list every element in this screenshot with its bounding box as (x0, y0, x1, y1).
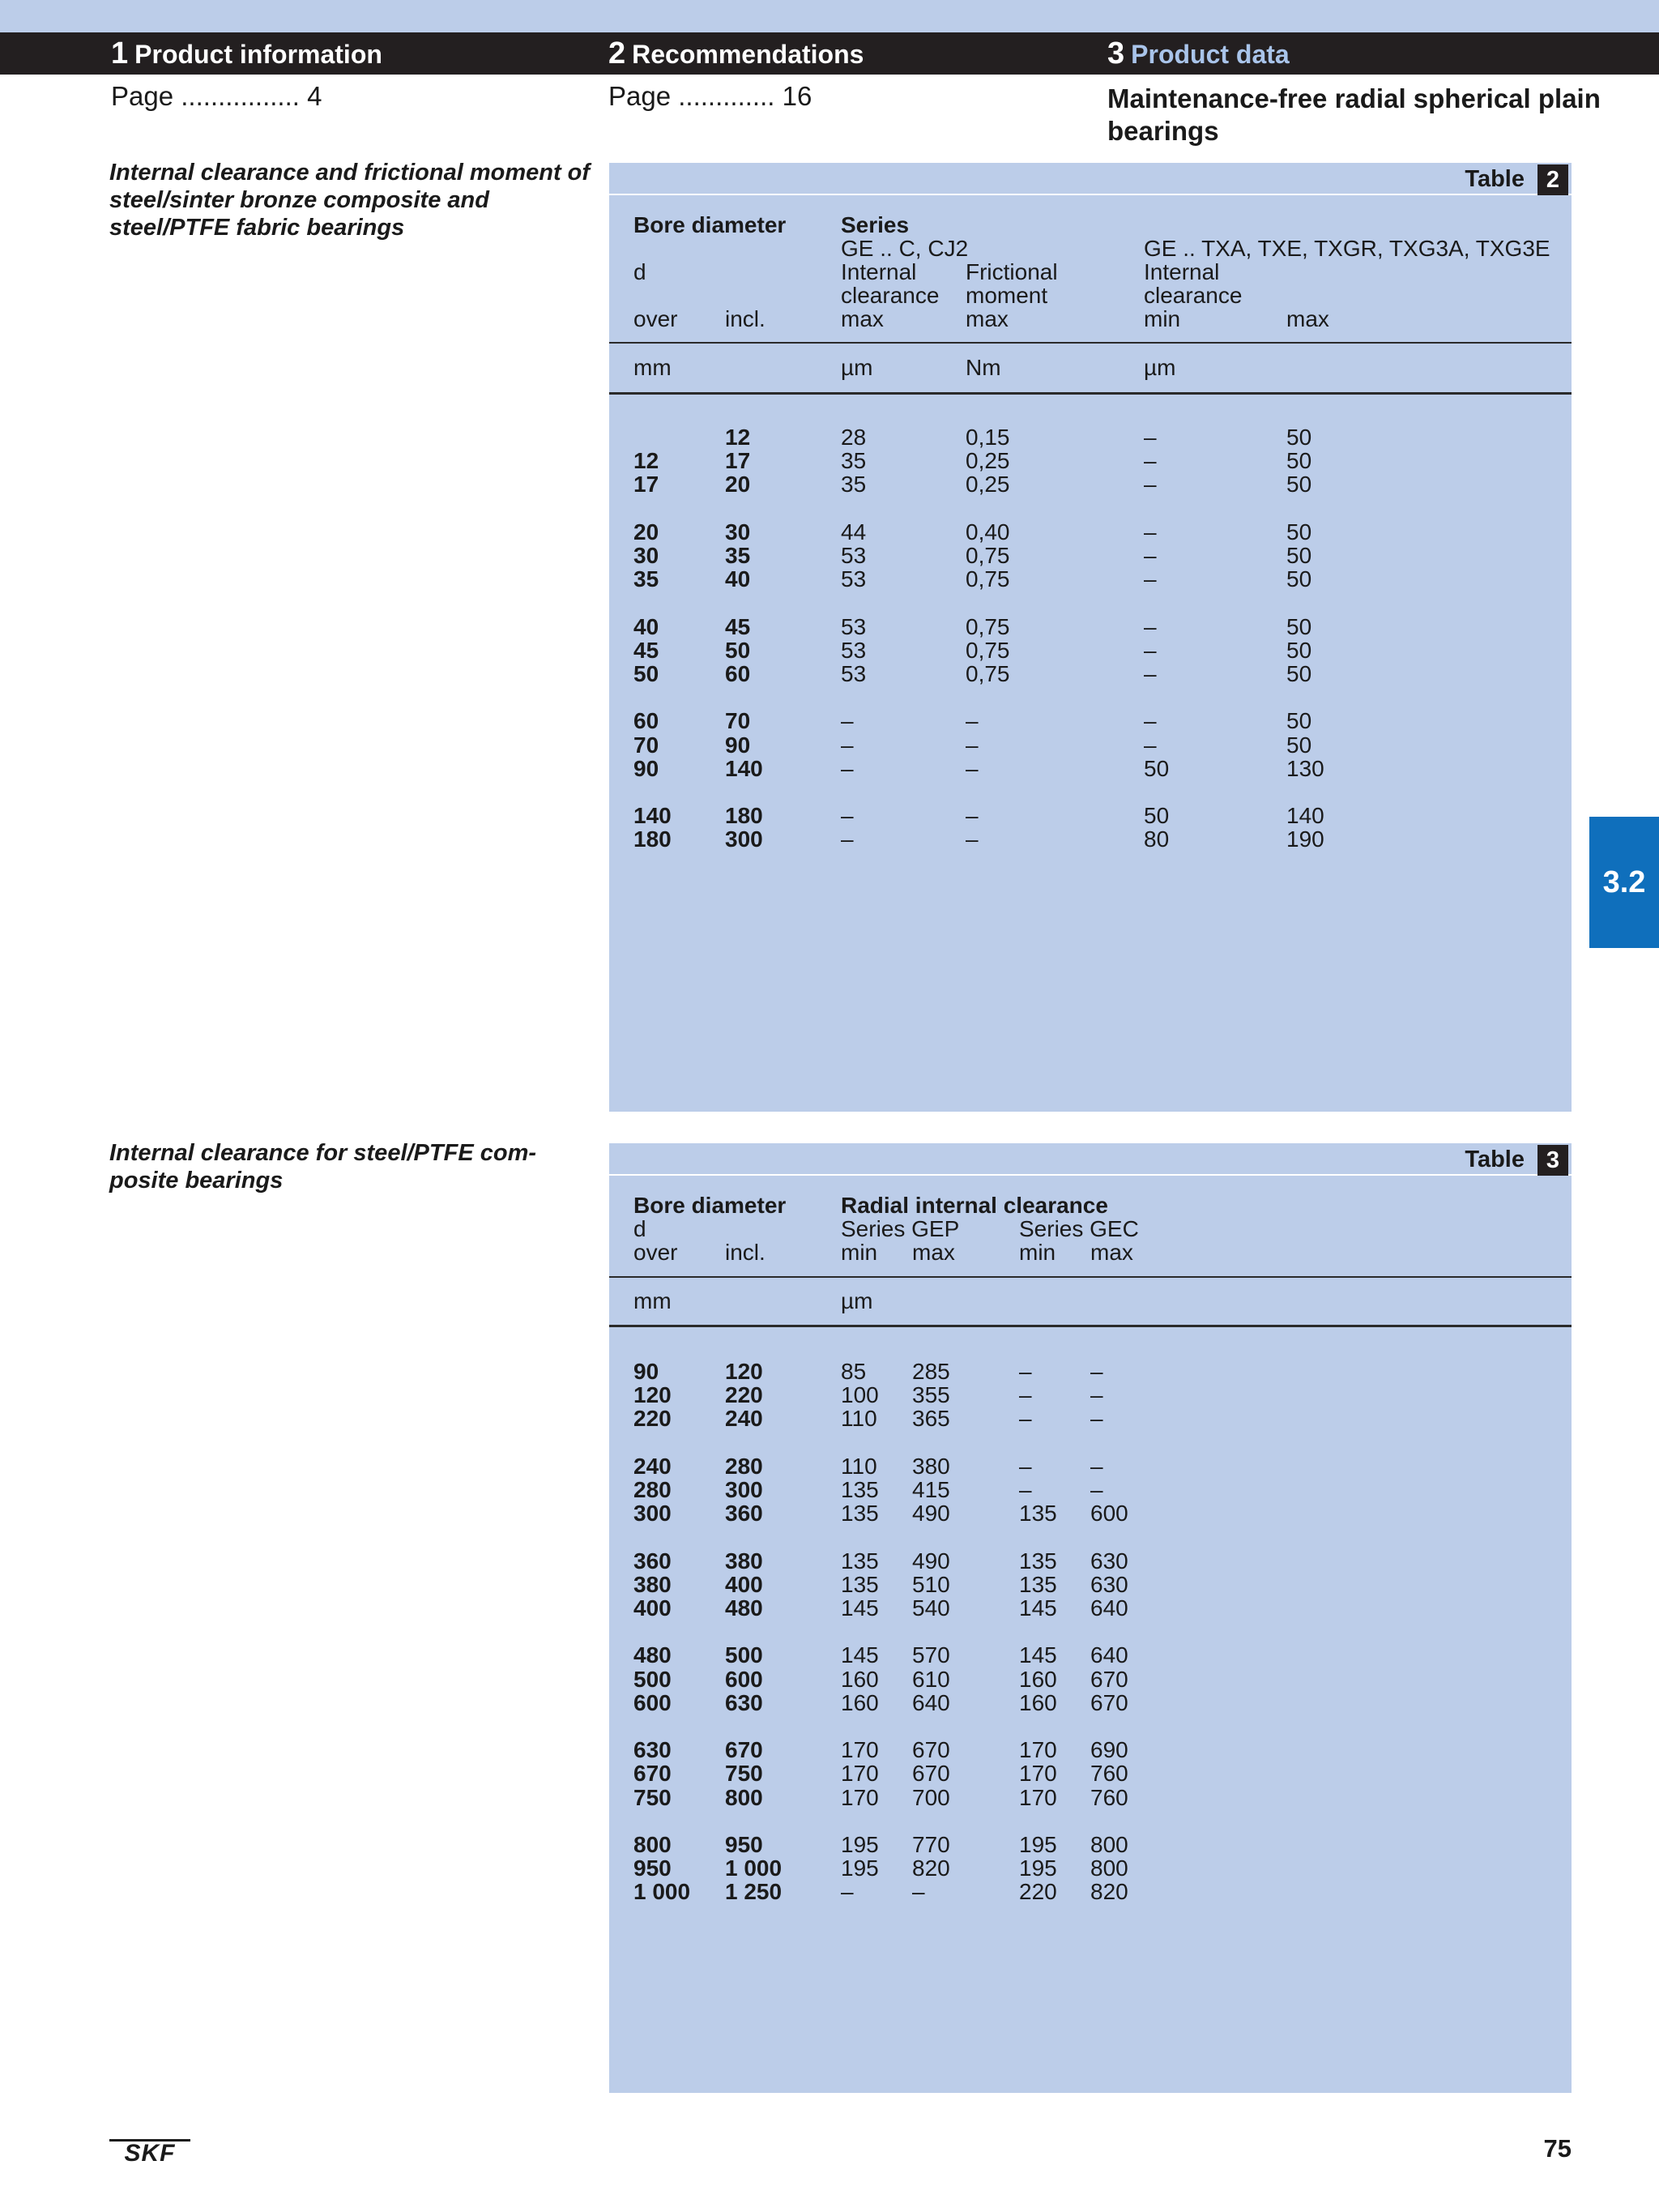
table3-cell-gec-min: – (1019, 1382, 1032, 1408)
table2-cell-clearance-min: – (1144, 543, 1157, 568)
table3-cell-incl: 1 250 (725, 1879, 783, 1905)
header-min-b: min (1019, 1240, 1056, 1265)
table2-cell-incl: 45 (725, 613, 751, 639)
table2-cell-moment-max: 0,75 (966, 661, 1010, 686)
table3-cell-gec-max: 670 (1090, 1666, 1128, 1692)
table2-cell-moment-max: 0,75 (966, 613, 1010, 639)
table2-cell-clearance-min: 50 (1144, 755, 1170, 781)
table3-cell-incl: 600 (725, 1666, 763, 1692)
table3-cell-gep-max: 700 (912, 1784, 950, 1810)
table2-cell-clearance-max-b: 50 (1286, 448, 1312, 474)
header-bore-diameter: Bore diameter (633, 1193, 787, 1218)
table3-cell-gep-min: 195 (841, 1855, 879, 1881)
table2-cell-clearance-max-b: 50 (1286, 519, 1312, 544)
table2-cell-clearance-min: – (1144, 425, 1157, 450)
table3-cell-gep-min: 135 (841, 1571, 879, 1597)
table3-cell-gep-max: 640 (912, 1689, 950, 1715)
nav-product-data[interactable]: 3 Product data (1107, 36, 1290, 70)
table3-cell-gep-min: 135 (841, 1501, 879, 1527)
header-series-a: GE .. C, CJ2 (841, 236, 969, 261)
table3-cell-gep-max: 355 (912, 1382, 950, 1408)
table2-cell-clearance-max-b: 50 (1286, 708, 1312, 734)
header-max-b: max (1286, 306, 1329, 331)
table2-cell-moment-max: 0,75 (966, 566, 1010, 592)
table2-cell-incl: 35 (725, 543, 751, 568)
table3-cell-gep-min: 110 (841, 1453, 877, 1479)
table2-cell-incl: 12 (725, 425, 751, 450)
table3-cell-gec-max: – (1090, 1359, 1103, 1384)
table2-title-bar (609, 163, 1572, 195)
table3-cell-over: 380 (633, 1571, 672, 1597)
table3-cell-incl: 240 (725, 1406, 763, 1432)
page-ref-recommendations[interactable]: Page ............. 16 (608, 81, 812, 111)
table2-cell-clearance-max: 53 (841, 566, 867, 592)
table3-cell-over: 240 (633, 1453, 672, 1479)
skf-logo (109, 2134, 190, 2163)
nav-product-information[interactable]: 1 Product information (111, 36, 382, 70)
table3-cell-gec-max: 640 (1090, 1642, 1128, 1668)
table3-cell-gep-min: – (841, 1879, 854, 1905)
header-frictional: Frictional (966, 259, 1058, 284)
table3-cell-gep-max: 670 (912, 1761, 950, 1787)
table3-cell-gep-min: 135 (841, 1477, 879, 1502)
table2-cell-over: 60 (633, 708, 659, 734)
table3-cell-gec-max: 760 (1090, 1784, 1128, 1810)
table2-cell-incl: 90 (725, 732, 751, 758)
unit-mm: mm (633, 1288, 672, 1313)
page-number: 75 (1543, 2134, 1572, 2163)
table2-cell-over: 40 (633, 613, 659, 639)
table3-cell-gec-min: 160 (1019, 1666, 1057, 1692)
table3-cell-incl: 120 (725, 1359, 763, 1384)
table2-cell-moment-max: – (966, 708, 979, 734)
table2-cell-clearance-min: 80 (1144, 826, 1170, 852)
table3-cell-gep-max: 820 (912, 1855, 950, 1881)
table2-cell-over: 90 (633, 755, 659, 781)
table3-cell-incl: 670 (725, 1737, 763, 1763)
table2-cell-clearance-max-b: 140 (1286, 803, 1324, 829)
table2-cell-clearance-max: 35 (841, 472, 867, 497)
table3-number: 3 (1537, 1145, 1568, 1176)
header-max: max (912, 1240, 955, 1265)
table2-cell-clearance-max: 35 (841, 448, 867, 474)
table3-cell-incl: 1 000 (725, 1855, 783, 1881)
table3-cell-gep-max: 610 (912, 1666, 950, 1692)
table3-cell-gep-max: 510 (912, 1571, 950, 1597)
table2-cell-clearance-min: – (1144, 637, 1157, 663)
table3-cell-gep-max: 380 (912, 1453, 950, 1479)
table3-cell-gep-min: 110 (841, 1406, 877, 1432)
table3-cell-over: 400 (633, 1595, 672, 1621)
table3-cell-over: 500 (633, 1666, 672, 1692)
header-series-gep: Series GEP (841, 1216, 960, 1241)
table3-cell-gep-min: 160 (841, 1689, 879, 1715)
table3-cell-incl: 220 (725, 1382, 763, 1408)
table3-cell-gep-max: 490 (912, 1501, 950, 1527)
table2-cell-incl: 20 (725, 472, 751, 497)
table2-cell-moment-max: – (966, 803, 979, 829)
table3-cell-gec-max: 630 (1090, 1548, 1128, 1574)
table3-cell-gec-max: 600 (1090, 1501, 1128, 1527)
table3-cell-over: 670 (633, 1761, 672, 1787)
table2-cell-clearance-min: – (1144, 472, 1157, 497)
table3-cell-over: 750 (633, 1784, 672, 1810)
header-over: over (633, 1240, 678, 1265)
table2-cell-clearance-max-b: 50 (1286, 566, 1312, 592)
chapter-tab[interactable] (1589, 817, 1659, 948)
table3-cell-gec-max: 800 (1090, 1855, 1128, 1881)
svg-text:SKF: SKF (124, 2140, 176, 2163)
table3-cell-gec-max: 630 (1090, 1571, 1128, 1597)
header-internal: Internal (841, 259, 917, 284)
header-d: d (633, 259, 646, 284)
table2-cell-clearance-max: 53 (841, 543, 867, 568)
table3-cell-gec-max: – (1090, 1382, 1103, 1408)
table2-cell-moment-max: 0,25 (966, 472, 1010, 497)
table3-cell-gec-min: 135 (1019, 1571, 1057, 1597)
table3-cell-gec-min: 220 (1019, 1879, 1057, 1905)
unit-um: µm (841, 355, 873, 380)
table2-cell-moment-max: 0,75 (966, 637, 1010, 663)
header-incl: incl. (725, 306, 766, 331)
table2-cell-over: 140 (633, 803, 672, 829)
table2-cell-clearance-max-b: 50 (1286, 613, 1312, 639)
section-subtitle: Maintenance-free radial spherical plain bearings (1107, 83, 1601, 146)
table3-cell-gep-max: 570 (912, 1642, 950, 1668)
table2-cell-clearance-max: – (841, 732, 854, 758)
table2-cell-over: 180 (633, 826, 672, 852)
table3-title-bar (609, 1143, 1572, 1176)
table3-cell-gep-min: 195 (841, 1832, 879, 1857)
table3-cell-gep-min: 145 (841, 1595, 879, 1621)
table2-cell-incl: 180 (725, 803, 763, 829)
table2-cell-incl: 60 (725, 661, 751, 686)
table2-cell-incl: 40 (725, 566, 751, 592)
table3-cell-gep-min: 100 (841, 1382, 879, 1408)
table2-cell-clearance-max-b: 50 (1286, 425, 1312, 450)
table2-cell-moment-max: 0,15 (966, 425, 1010, 450)
table3-cell-incl: 750 (725, 1761, 763, 1787)
table2-cell-clearance-min: – (1144, 661, 1157, 686)
table2-cell-over: 45 (633, 637, 659, 663)
table3-cell-gep-max: 365 (912, 1406, 950, 1432)
header-d: d (633, 1216, 646, 1241)
table3-cell-incl: 950 (725, 1832, 763, 1857)
header-series-gec: Series GEC (1019, 1216, 1139, 1241)
header-clearance-b: clearance (1144, 283, 1243, 308)
table3-cell-gec-max: 690 (1090, 1737, 1128, 1763)
table2-cell-clearance-min: – (1144, 519, 1157, 544)
table3-cell-gep-min: 135 (841, 1548, 879, 1574)
table2-cell-clearance-max-b: 50 (1286, 472, 1312, 497)
table2-cell-clearance-max: 53 (841, 613, 867, 639)
table3-cell-over: 950 (633, 1855, 672, 1881)
table3-cell-gep-max: 415 (912, 1477, 950, 1502)
table2-cell-moment-max: 0,40 (966, 519, 1010, 544)
table3-cell-over: 630 (633, 1737, 672, 1763)
unit-mm: mm (633, 355, 672, 380)
table3-cell-gec-min: – (1019, 1477, 1032, 1502)
table3-cell-gec-min: – (1019, 1406, 1032, 1432)
table2-label: Table (1465, 166, 1525, 192)
table3-cell-incl: 480 (725, 1595, 763, 1621)
table2-cell-over: 70 (633, 732, 659, 758)
header-max: max (966, 306, 1009, 331)
table3-cell-incl: 400 (725, 1571, 763, 1597)
header-internal-b: Internal (1144, 259, 1220, 284)
table3-cell-gec-min: 135 (1019, 1501, 1057, 1527)
table2-caption: Internal clearance and frictional moment of steel/sinter bronze composite and steel/PTFE fabric bearings (109, 160, 591, 241)
table3-cell-gec-min: 145 (1019, 1642, 1057, 1668)
table3-cell-over: 800 (633, 1832, 672, 1857)
table3-cell-gep-min: 170 (841, 1784, 879, 1810)
table2-cell-clearance-min: – (1144, 732, 1157, 758)
table2-cell-clearance-max-b: 50 (1286, 661, 1312, 686)
table2-cell-incl: 300 (725, 826, 763, 852)
table3-cell-gec-max: 760 (1090, 1761, 1128, 1787)
table3-cell-gec-max: 820 (1090, 1879, 1128, 1905)
table3-cell-gec-max: 800 (1090, 1832, 1128, 1857)
unit-um: µm (841, 1288, 873, 1313)
table3-cell-gec-min: 160 (1019, 1689, 1057, 1715)
table2-cell-clearance-min: – (1144, 566, 1157, 592)
chapter-tab-label: 3.2 (1602, 865, 1646, 899)
table3-cell-incl: 800 (725, 1784, 763, 1810)
table3-cell-incl: 380 (725, 1548, 763, 1574)
table2-cell-clearance-max: – (841, 708, 854, 734)
divider (609, 1325, 1572, 1327)
table3-cell-gep-min: 170 (841, 1737, 879, 1763)
header-clearance: clearance (841, 283, 940, 308)
table3-cell-over: 90 (633, 1359, 659, 1384)
table3-cell-over: 360 (633, 1548, 672, 1574)
header-min: min (1144, 306, 1181, 331)
table3-cell-over: 300 (633, 1501, 672, 1527)
table3-cell-incl: 300 (725, 1477, 763, 1502)
table3-cell-over: 1 000 (633, 1879, 691, 1905)
table3-cell-gep-min: 145 (841, 1642, 879, 1668)
table3-cell-gep-max: 490 (912, 1548, 950, 1574)
table2-cell-clearance-max: 28 (841, 425, 867, 450)
table2-cell-clearance-min: – (1144, 708, 1157, 734)
table3-cell-incl: 360 (725, 1501, 763, 1527)
header-series-b: GE .. TXA, TXE, TXGR, TXG3A, TXG3E (1144, 236, 1550, 261)
header-incl: incl. (725, 1240, 766, 1265)
nav-recommendations[interactable]: 2 Recommendations (608, 36, 864, 70)
unit-um-b: µm (1144, 355, 1176, 380)
table3-cell-gec-max: – (1090, 1453, 1103, 1479)
table2-cell-clearance-max-b: 50 (1286, 637, 1312, 663)
table2-cell-over: 35 (633, 566, 659, 592)
table3-cell-over: 120 (633, 1382, 672, 1408)
table2-cell-clearance-max: 53 (841, 661, 867, 686)
table3-cell-gec-min: – (1019, 1359, 1032, 1384)
table2-number: 2 (1537, 164, 1568, 195)
header-series: Series (841, 212, 910, 237)
table3-caption: Internal clearance for steel/PTFE com-posite bearings (109, 1140, 537, 1194)
table3-cell-incl: 630 (725, 1689, 763, 1715)
header-min: min (841, 1240, 878, 1265)
table3-cell-gec-min: 170 (1019, 1784, 1057, 1810)
table3-cell-gec-min: 145 (1019, 1595, 1057, 1621)
table2-cell-clearance-max: – (841, 755, 854, 781)
table2-cell-clearance-max-b: 50 (1286, 732, 1312, 758)
unit-nm: Nm (966, 355, 1001, 380)
table3-cell-over: 600 (633, 1689, 672, 1715)
table-2 (609, 163, 1572, 1112)
table2-cell-over: 12 (633, 448, 659, 474)
table2-cell-moment-max: – (966, 732, 979, 758)
table2-cell-incl: 50 (725, 637, 751, 663)
table3-cell-gec-min: 170 (1019, 1761, 1057, 1787)
table3-cell-gep-max: 540 (912, 1595, 950, 1621)
table3-cell-gec-max: 640 (1090, 1595, 1128, 1621)
header-max: max (841, 306, 884, 331)
table3-cell-gec-min: 195 (1019, 1855, 1057, 1881)
table3-label: Table (1465, 1147, 1525, 1172)
table2-cell-over: 30 (633, 543, 659, 568)
table2-cell-clearance-min: – (1144, 448, 1157, 474)
table3-cell-gec-min: 195 (1019, 1832, 1057, 1857)
table2-cell-moment-max: – (966, 826, 979, 852)
table-3 (609, 1143, 1572, 2093)
table3-cell-over: 280 (633, 1477, 672, 1502)
page-ref-product-information[interactable]: Page ................ 4 (111, 81, 322, 111)
divider (609, 1276, 1572, 1278)
table2-cell-incl: 17 (725, 448, 751, 474)
header-radial-internal-clearance: Radial internal clearance (841, 1193, 1108, 1218)
table3-cell-incl: 500 (725, 1642, 763, 1668)
table2-cell-clearance-max-b: 190 (1286, 826, 1324, 852)
table2-cell-clearance-max: 44 (841, 519, 867, 544)
table3-cell-gec-max: – (1090, 1477, 1103, 1502)
table3-cell-gep-max: 770 (912, 1832, 950, 1857)
table2-cell-clearance-min: – (1144, 613, 1157, 639)
header-over: over (633, 306, 678, 331)
table2-cell-clearance-max: 53 (841, 637, 867, 663)
divider (609, 342, 1572, 344)
table3-cell-gec-min: – (1019, 1453, 1032, 1479)
table3-cell-gep-min: 85 (841, 1359, 867, 1384)
table3-cell-gec-max: 670 (1090, 1689, 1128, 1715)
table2-cell-moment-max: – (966, 755, 979, 781)
table2-cell-clearance-min: 50 (1144, 803, 1170, 829)
table3-cell-over: 220 (633, 1406, 672, 1432)
table3-cell-gec-min: 170 (1019, 1737, 1057, 1763)
table2-cell-incl: 140 (725, 755, 763, 781)
table2-cell-clearance-max-b: 130 (1286, 755, 1324, 781)
table3-cell-gec-max: – (1090, 1406, 1103, 1432)
table2-cell-incl: 70 (725, 708, 751, 734)
table3-cell-gec-min: 135 (1019, 1548, 1057, 1574)
table2-cell-over: 20 (633, 519, 659, 544)
table2-cell-over: 17 (633, 472, 659, 497)
table2-cell-moment-max: 0,25 (966, 448, 1010, 474)
table3-cell-incl: 280 (725, 1453, 763, 1479)
table2-cell-clearance-max: – (841, 803, 854, 829)
header-bore-diameter: Bore diameter (633, 212, 787, 237)
table2-cell-moment-max: 0,75 (966, 543, 1010, 568)
table2-cell-incl: 30 (725, 519, 751, 544)
table2-cell-clearance-max-b: 50 (1286, 543, 1312, 568)
divider (609, 392, 1572, 395)
table3-cell-gep-max: 285 (912, 1359, 950, 1384)
table3-cell-gep-min: 170 (841, 1761, 879, 1787)
table3-cell-gep-max: – (912, 1879, 925, 1905)
table2-cell-over: 50 (633, 661, 659, 686)
header-max-b: max (1090, 1240, 1133, 1265)
header-moment: moment (966, 283, 1048, 308)
table3-cell-gep-max: 670 (912, 1737, 950, 1763)
top-band (0, 0, 1659, 32)
table3-cell-gep-min: 160 (841, 1666, 879, 1692)
table2-cell-clearance-max: – (841, 826, 854, 852)
table3-cell-over: 480 (633, 1642, 672, 1668)
